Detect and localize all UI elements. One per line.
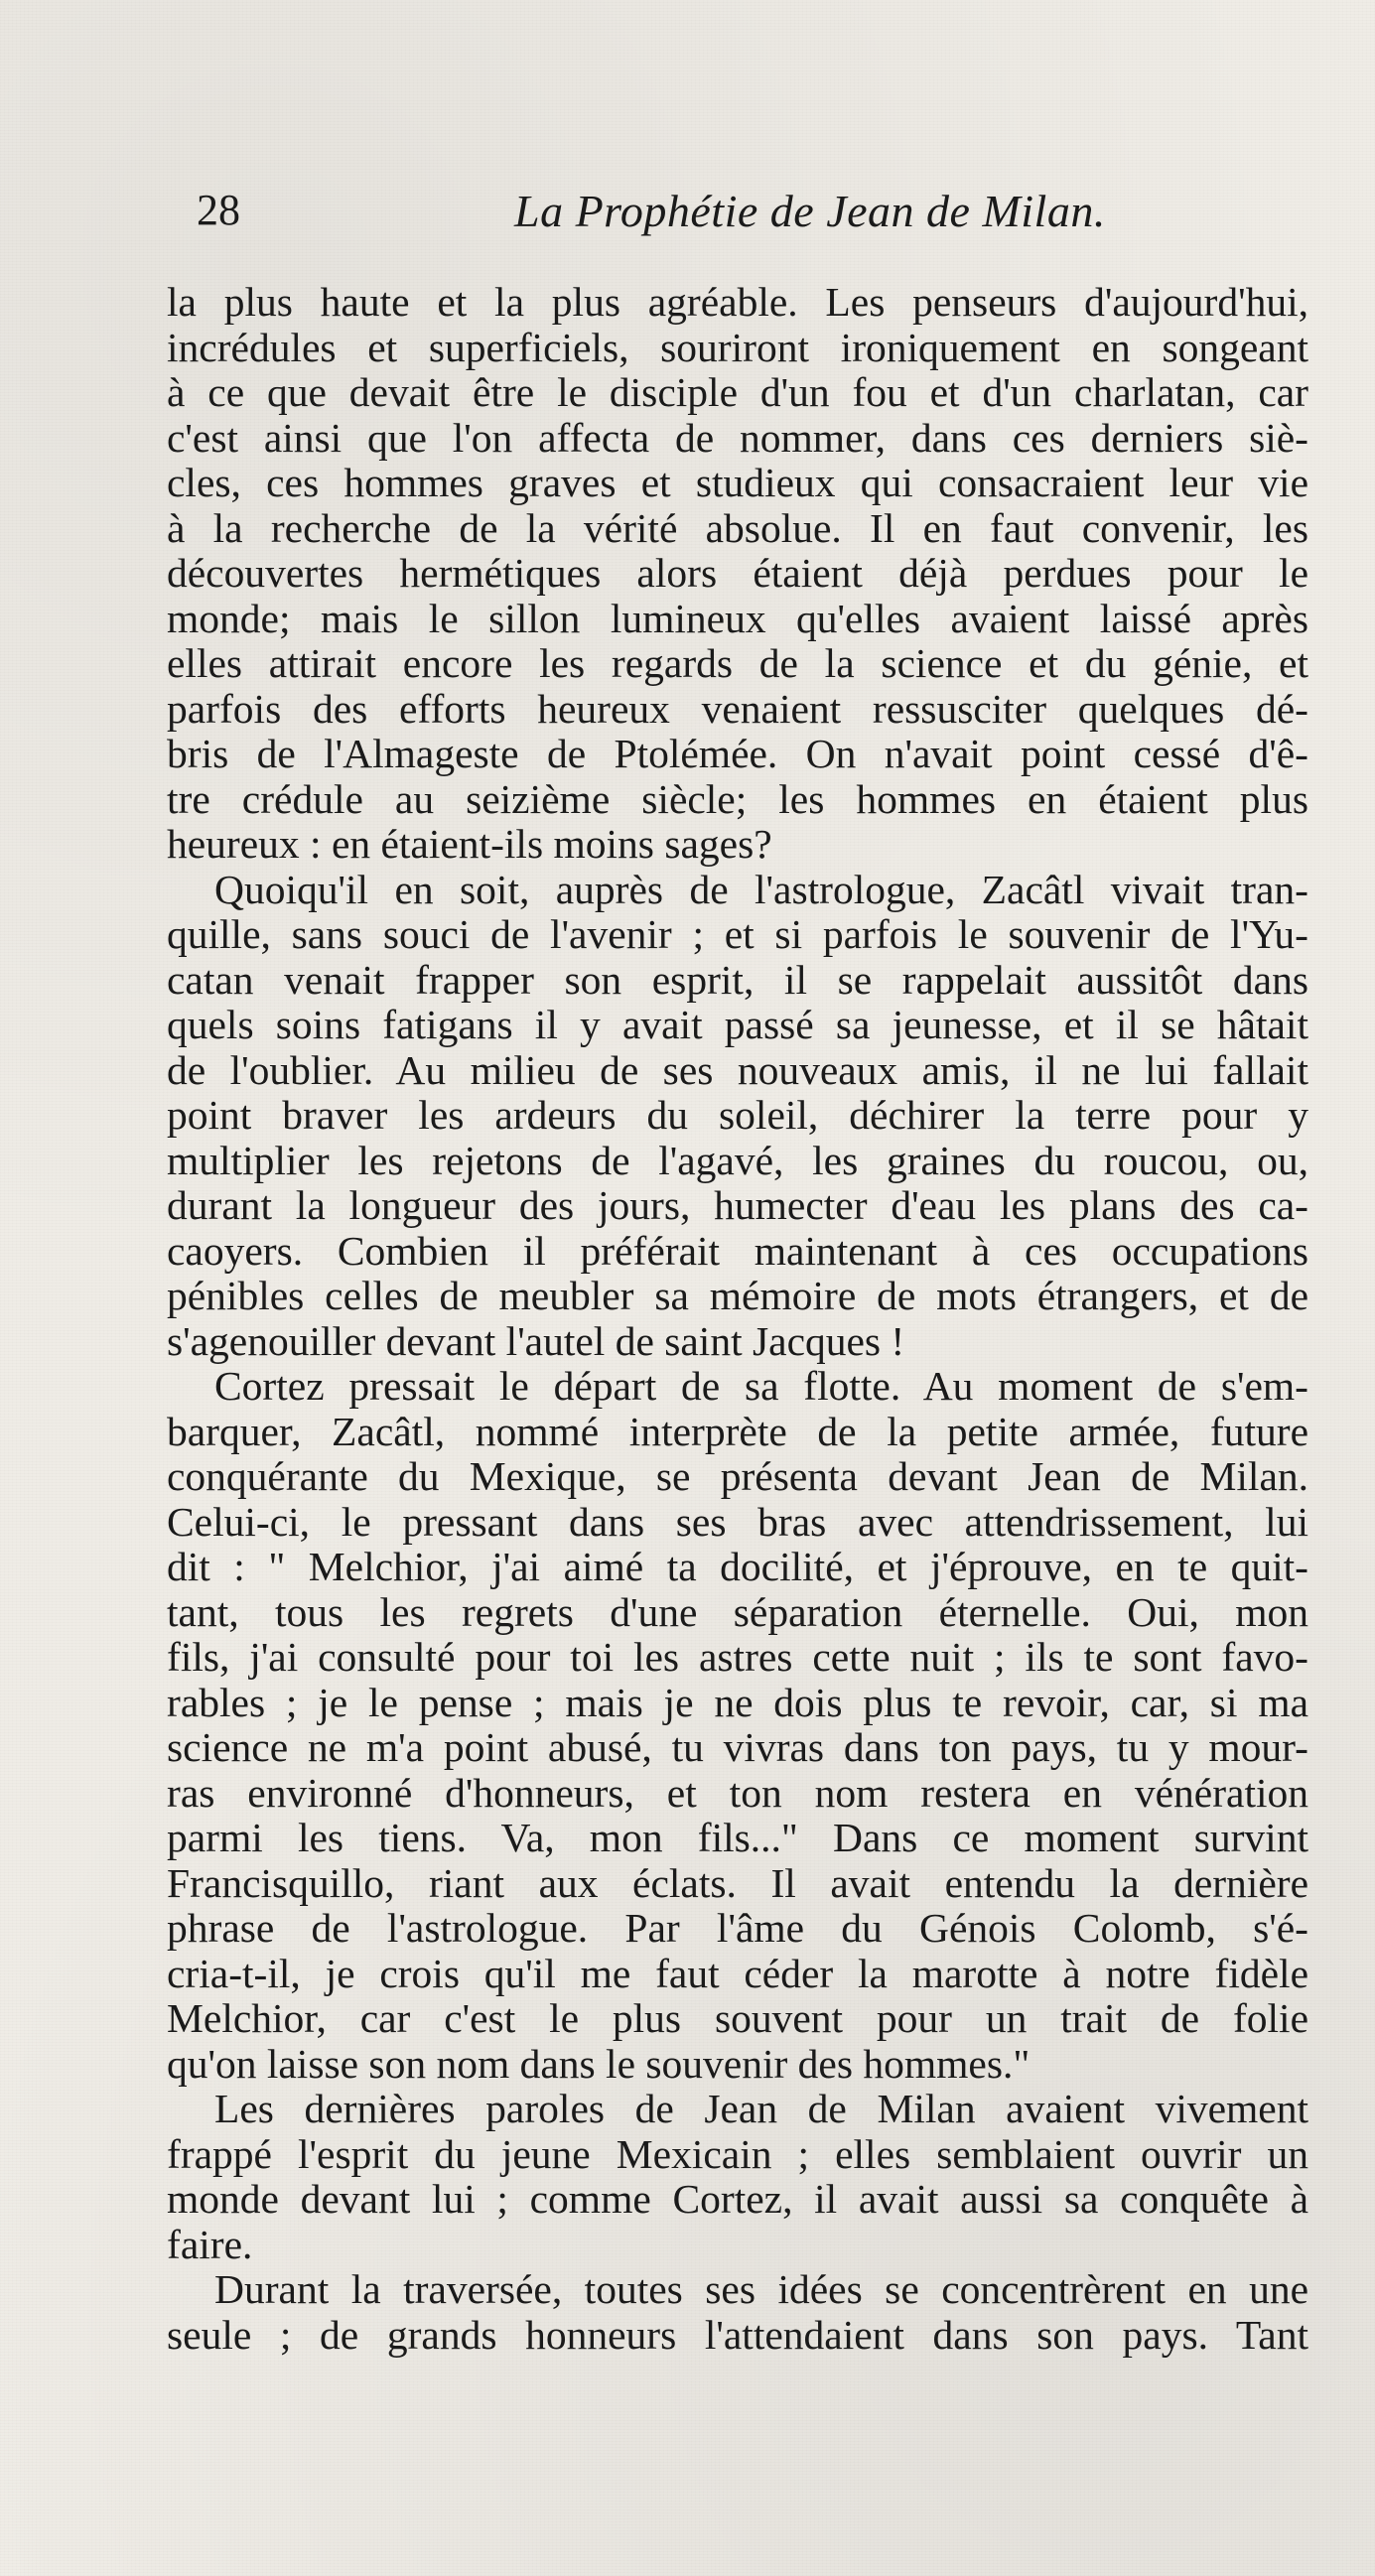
text-line: découvertes hermétiques alors étaient déjà perdues pour le <box>167 550 1308 596</box>
text-line: parfois des efforts heureux venaient ressusciter quelques dé- <box>167 685 1308 732</box>
text-line: rables ; je le pense ; mais je ne dois plus te revoir, car, si ma <box>167 1679 1308 1725</box>
text-line: quille, sans souci de l'avenir ; et si parfois le souvenir de l'Yu- <box>167 911 1308 957</box>
text-line: qu'on laisse son nom dans le souvenir des hommes." <box>167 2040 1031 2087</box>
text-line: Francisquillo, riant aux éclats. Il avait entendu la dernière <box>167 1859 1308 1906</box>
page-header <box>197 185 1189 244</box>
text-line: caoyers. Combien il préférait maintenant à ces occupations <box>167 1227 1308 1274</box>
text-line: s'agenouiller devant l'autel de saint Jacques ! <box>167 1317 905 1364</box>
text-line: point braver les ardeurs du soleil, déchirer la terre pour y <box>167 1092 1308 1138</box>
text-line: phrase de l'astrologue. Par l'âme du Génois Colomb, s'é- <box>167 1905 1308 1951</box>
text-line: Cortez pressait le départ de sa flotte. Au moment de s'em- <box>214 1363 1308 1409</box>
text-line: monde; mais le sillon lumineux qu'elles avaient laissé après <box>167 595 1308 641</box>
text-line: heureux : en étaient-ils moins sages? <box>167 821 772 867</box>
text-line: durant la longueur des jours, humecter d'eau les plans des ca- <box>167 1182 1308 1228</box>
text-line: tre crédule au seizième siècle; les hommes en étaient plus <box>167 775 1308 822</box>
text-line: conquérante du Mexique, se présenta devant Jean de Milan. <box>167 1453 1308 1499</box>
page-number: 28 <box>197 186 240 234</box>
text-line: barquer, Zacâtl, nommé interprète de la petite armée, future <box>167 1408 1308 1454</box>
text-line: faire. <box>167 2221 253 2267</box>
text-line: cles, ces hommes graves et studieux qui consacraient leur vie <box>167 460 1308 505</box>
text-line: Celui-ci, le pressant dans ses bras avec attendrissement, lui <box>167 1498 1308 1545</box>
text-line: ras environné d'honneurs, et ton nom restera en vénération <box>167 1769 1308 1816</box>
text-line: à la recherche de la vérité absolue. Il en faut convenir, les <box>167 504 1308 551</box>
text-line: parmi les tiens. Va, mon fils..." Dans ce moment survint <box>167 1815 1308 1860</box>
text-line: cria-t-il, je crois qu'il me faut céder la marotte à notre fidèle <box>167 1950 1308 1996</box>
text-line: Quoiqu'il en soit, auprès de l'astrologue, Zacâtl vivait tran- <box>214 866 1308 912</box>
text-line: de l'oublier. Au milieu de ses nouveaux amis, il ne lui fallait <box>167 1046 1308 1093</box>
text-line: fils, j'ai consulté pour toi les astres cette nuit ; ils te sont favo- <box>167 1634 1308 1680</box>
text-line: bris de l'Almageste de Ptolémée. On n'avait point cessé d'ê- <box>167 731 1308 776</box>
text-line: Les dernières paroles de Jean de Milan avaient vivement <box>214 2086 1308 2131</box>
text-line: quels soins fatigans il y avait passé sa jeunesse, et il se hâtait <box>167 1002 1308 1047</box>
text-line: catan venait frapper son esprit, il se rappelait aussitôt dans <box>167 956 1308 1003</box>
text-line: Durant la traversée, toutes ses idées se concentrèrent en une <box>214 2266 1308 2312</box>
text-line: seule ; de grands honneurs l'attendaient dans son pays. Tant <box>167 2311 1308 2358</box>
text-line: à ce que devait être le disciple d'un fou et d'un charlatan, car <box>167 369 1308 415</box>
text-line: dit : " Melchior, j'ai aimé ta docilité, et j'éprouve, en te quit- <box>167 1544 1308 1589</box>
body-text <box>167 280 1308 2358</box>
text-line: la plus haute et la plus agréable. Les penseurs d'aujourd'hui, <box>167 279 1308 325</box>
running-title: La Prophétie de Jean de Milan. <box>514 186 1106 236</box>
text-line: incrédules et superficiels, souriront ironiquement en songeant <box>167 324 1308 370</box>
text-line: frappé l'esprit du jeune Mexicain ; elles semblaient ouvrir un <box>167 2130 1308 2177</box>
text-line: Melchior, car c'est le plus souvent pour un trait de folie <box>167 1995 1308 2041</box>
text-line: tant, tous les regrets d'une séparation éternelle. Oui, mon <box>167 1588 1308 1635</box>
text-line: elles attirait encore les regards de la science et du génie, et <box>167 640 1308 686</box>
text-line: pénibles celles de meubler sa mémoire de mots étrangers, et de <box>167 1273 1308 1318</box>
text-line: science ne m'a point abusé, tu vivras dans ton pays, tu y mour- <box>167 1724 1308 1770</box>
text-line: multiplier les rejetons de l'agavé, les graines du roucou, ou, <box>167 1137 1308 1183</box>
text-line: monde devant lui ; comme Cortez, il avait aussi sa conquête à <box>167 2176 1308 2222</box>
text-line: c'est ainsi que l'on affecta de nommer, dans ces derniers siè- <box>167 414 1308 461</box>
